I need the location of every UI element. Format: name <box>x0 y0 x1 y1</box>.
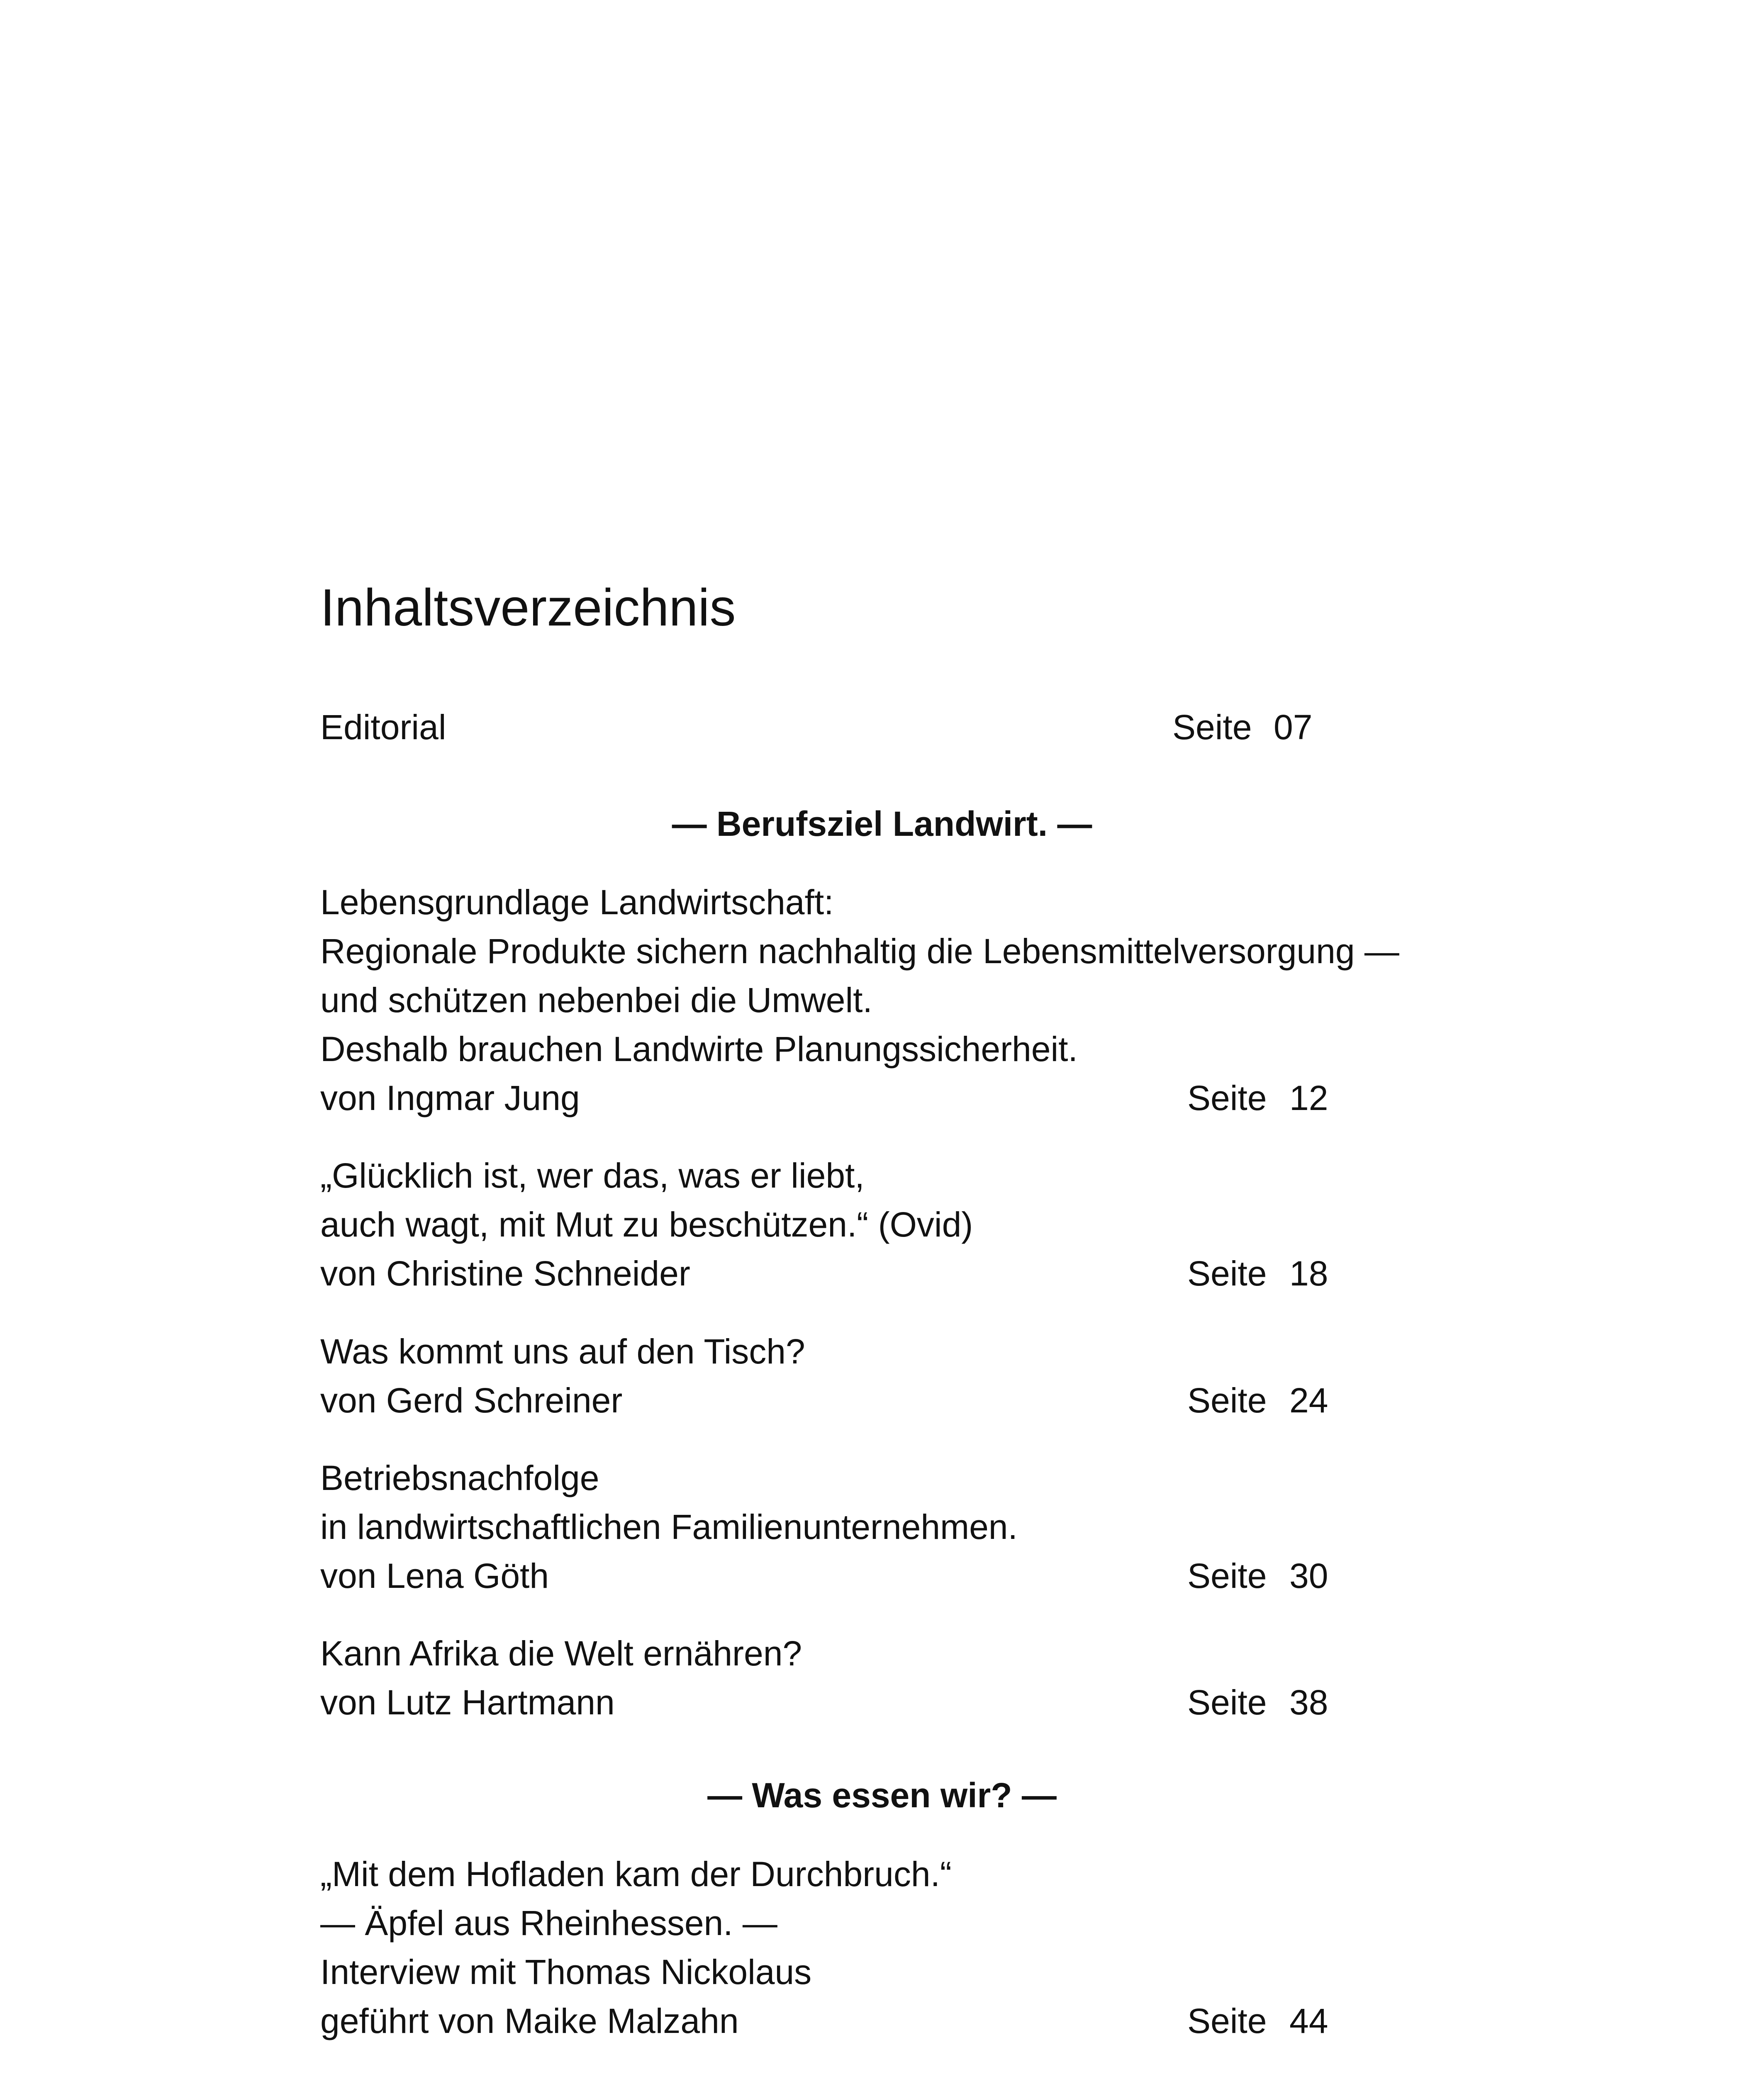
section-heading: — Was essen wir? — <box>707 1776 1057 1815</box>
toc-entry-editorial-title: Editorial <box>320 708 446 747</box>
page-number-ref: 18 <box>1289 1254 1328 1293</box>
toc-entry-author: von Lena Göth <box>320 1556 549 1595</box>
page-label: Seite <box>1187 1381 1267 1420</box>
toc-entry-author: von Christine Schneider <box>320 1254 690 1293</box>
toc-entry-line: Interview mit Thomas Nickolaus <box>320 1952 812 1991</box>
toc-entry-line: „Glücklich ist, wer das, was er liebt, <box>320 1156 865 1195</box>
page-number-ref: 07 <box>1274 708 1313 747</box>
toc-entry-line: Lebensgrundlage Landwirtschaft: <box>320 883 834 922</box>
toc-entry-line: Deshalb brauchen Landwirte Planungssicherheit. <box>320 1030 1078 1069</box>
page-number-ref: 12 <box>1289 1078 1328 1117</box>
toc-entry-author: von Ingmar Jung <box>320 1078 580 1117</box>
toc-entry-line: Kann Afrika die Welt ernähren? <box>320 1634 802 1673</box>
toc-entry-line: Was kommt uns auf den Tisch? <box>320 1332 805 1371</box>
section-heading: — Berufsziel Landwirt. — <box>672 804 1092 843</box>
page-label: Seite <box>1187 1683 1267 1722</box>
toc-entry-line: Betriebsnachfolge <box>320 1458 599 1497</box>
page-label: Seite <box>1187 2001 1267 2040</box>
page-label: Seite <box>1187 1556 1267 1595</box>
page-number-ref: 24 <box>1289 1381 1328 1420</box>
toc-entry-line: und schützen nebenbei die Umwelt. <box>320 981 872 1020</box>
toc-entry-author: von Lutz Hartmann <box>320 1683 615 1722</box>
toc-entry-line: „Mit dem Hofladen kam der Durchbruch.“ <box>320 1855 952 1894</box>
toc-entry-author: von Gerd Schreiner <box>320 1381 623 1420</box>
toc-entry-line: Regionale Produkte sichern nachhaltig die Lebensmittelversorgung — <box>320 932 1399 971</box>
toc-entry-line: in landwirtschaftlichen Familienunternehmen. <box>320 1507 1018 1546</box>
toc-entry-line: — Äpfel aus Rheinhessen. — <box>320 1904 777 1943</box>
page-label: Seite <box>1187 1078 1267 1117</box>
toc-entry-line: auch wagt, mit Mut zu beschützen.“ (Ovid) <box>320 1205 973 1244</box>
page-number-ref: 30 <box>1289 1556 1328 1595</box>
toc-entry-author: geführt von Maike Malzahn <box>320 2001 739 2040</box>
page-number-ref: 44 <box>1289 2001 1328 2040</box>
page-number-ref: 38 <box>1289 1683 1328 1722</box>
page-label: Seite <box>1172 708 1252 747</box>
page-title: Inhaltsverzeichnis <box>320 578 736 637</box>
page-label: Seite <box>1187 1254 1267 1293</box>
